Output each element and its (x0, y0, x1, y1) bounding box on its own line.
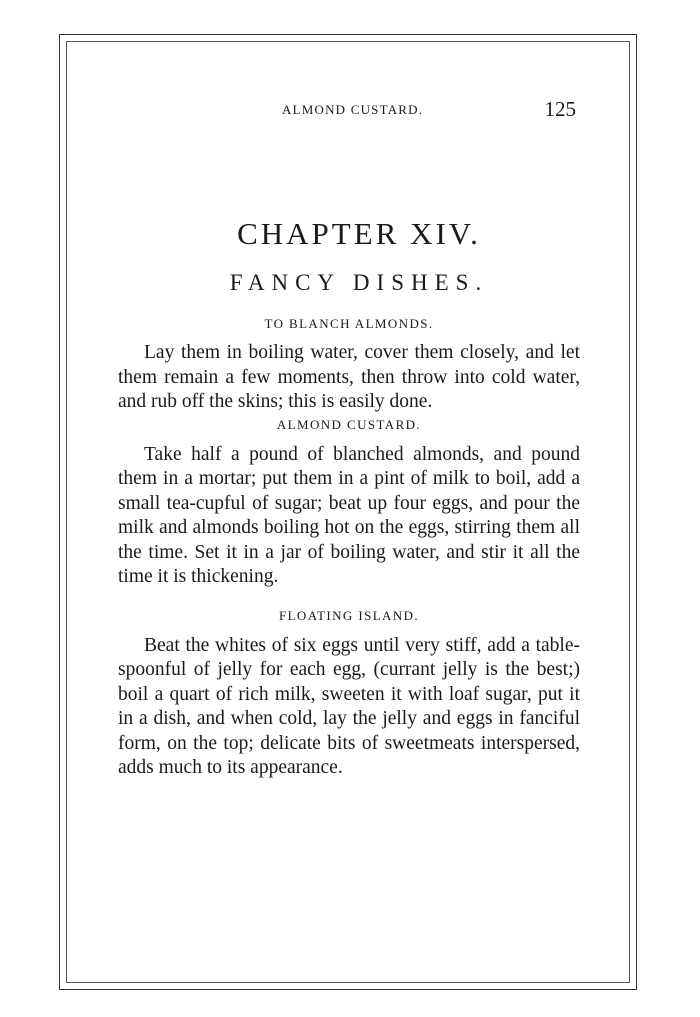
running-head (118, 80, 580, 120)
section-heading-floating-island: FLOATING ISLAND. (278, 607, 420, 623)
book-page (118, 80, 580, 781)
chapter-title: CHAPTER XIV. (237, 216, 481, 251)
page-number: 125 (544, 97, 576, 121)
section-heading-almond-custard: ALMOND CUSTARD. (276, 416, 422, 432)
section-text-blanch-almonds: Lay them in boiling water, cover them closely, and let them remain a few moments, then throw into cold water, and rub off the skins; this is easily done. (118, 342, 580, 412)
chapter-subtitle: FANCY DISHES. (229, 270, 489, 295)
running-title: ALMOND CUSTARD. (282, 102, 424, 117)
section-text-floating-island: Beat the whites of six eggs until very stiff, add a table-spoonful of jelly for each egg, (currant jelly is the best;) boil a quart of rich milk, sweeten it with loaf sugar, put it in a dish, and when cold, lay the jelly and eggs in fanciful form, on the top; delicate bits of sweetmeats interspersed, adds much to its appearance. (118, 634, 580, 778)
section-text-almond-custard: Take half a pound of blanched almonds, and pound them in a mortar; put them in a pint of milk to boil, add a small tea-cupful of sugar; beat up four eggs, and pour the milk and almonds boiling hot on the eggs, stirring them all the time. Set it in a jar of boiling water, and stir it all the time it is thickening. (118, 443, 580, 587)
section-heading-blanch-almonds: TO BLANCH ALMONDS. (264, 316, 434, 331)
